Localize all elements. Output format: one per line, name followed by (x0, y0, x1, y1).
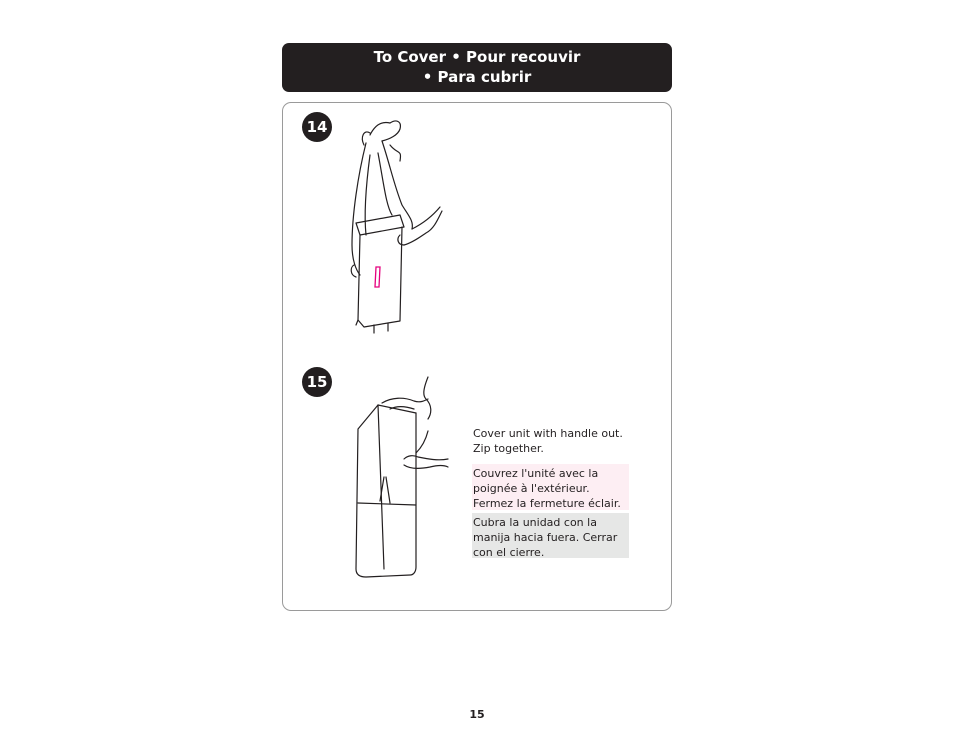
step-14-illustration (330, 115, 460, 340)
section-title-line1: To Cover • Pour recouvir (373, 48, 581, 66)
page-number: 15 (469, 708, 485, 721)
instruction-english: Cover unit with handle out. Zip together. (473, 427, 623, 455)
step-14-badge: 14 (302, 112, 332, 142)
instruction-french: Couvrez l'unité avec la poignée à l'extérieur. Fermez la fermeture éclair. (472, 464, 629, 510)
section-title-line2: • Para cubrir (422, 68, 532, 86)
handle-highlight (375, 267, 380, 287)
step-15-illustration (348, 373, 453, 583)
instruction-spanish: Cubra la unidad con la manija hacia fuera. Cerrar con el cierre. (472, 513, 629, 558)
section-header (282, 43, 672, 92)
step-15-badge: 15 (302, 367, 332, 397)
